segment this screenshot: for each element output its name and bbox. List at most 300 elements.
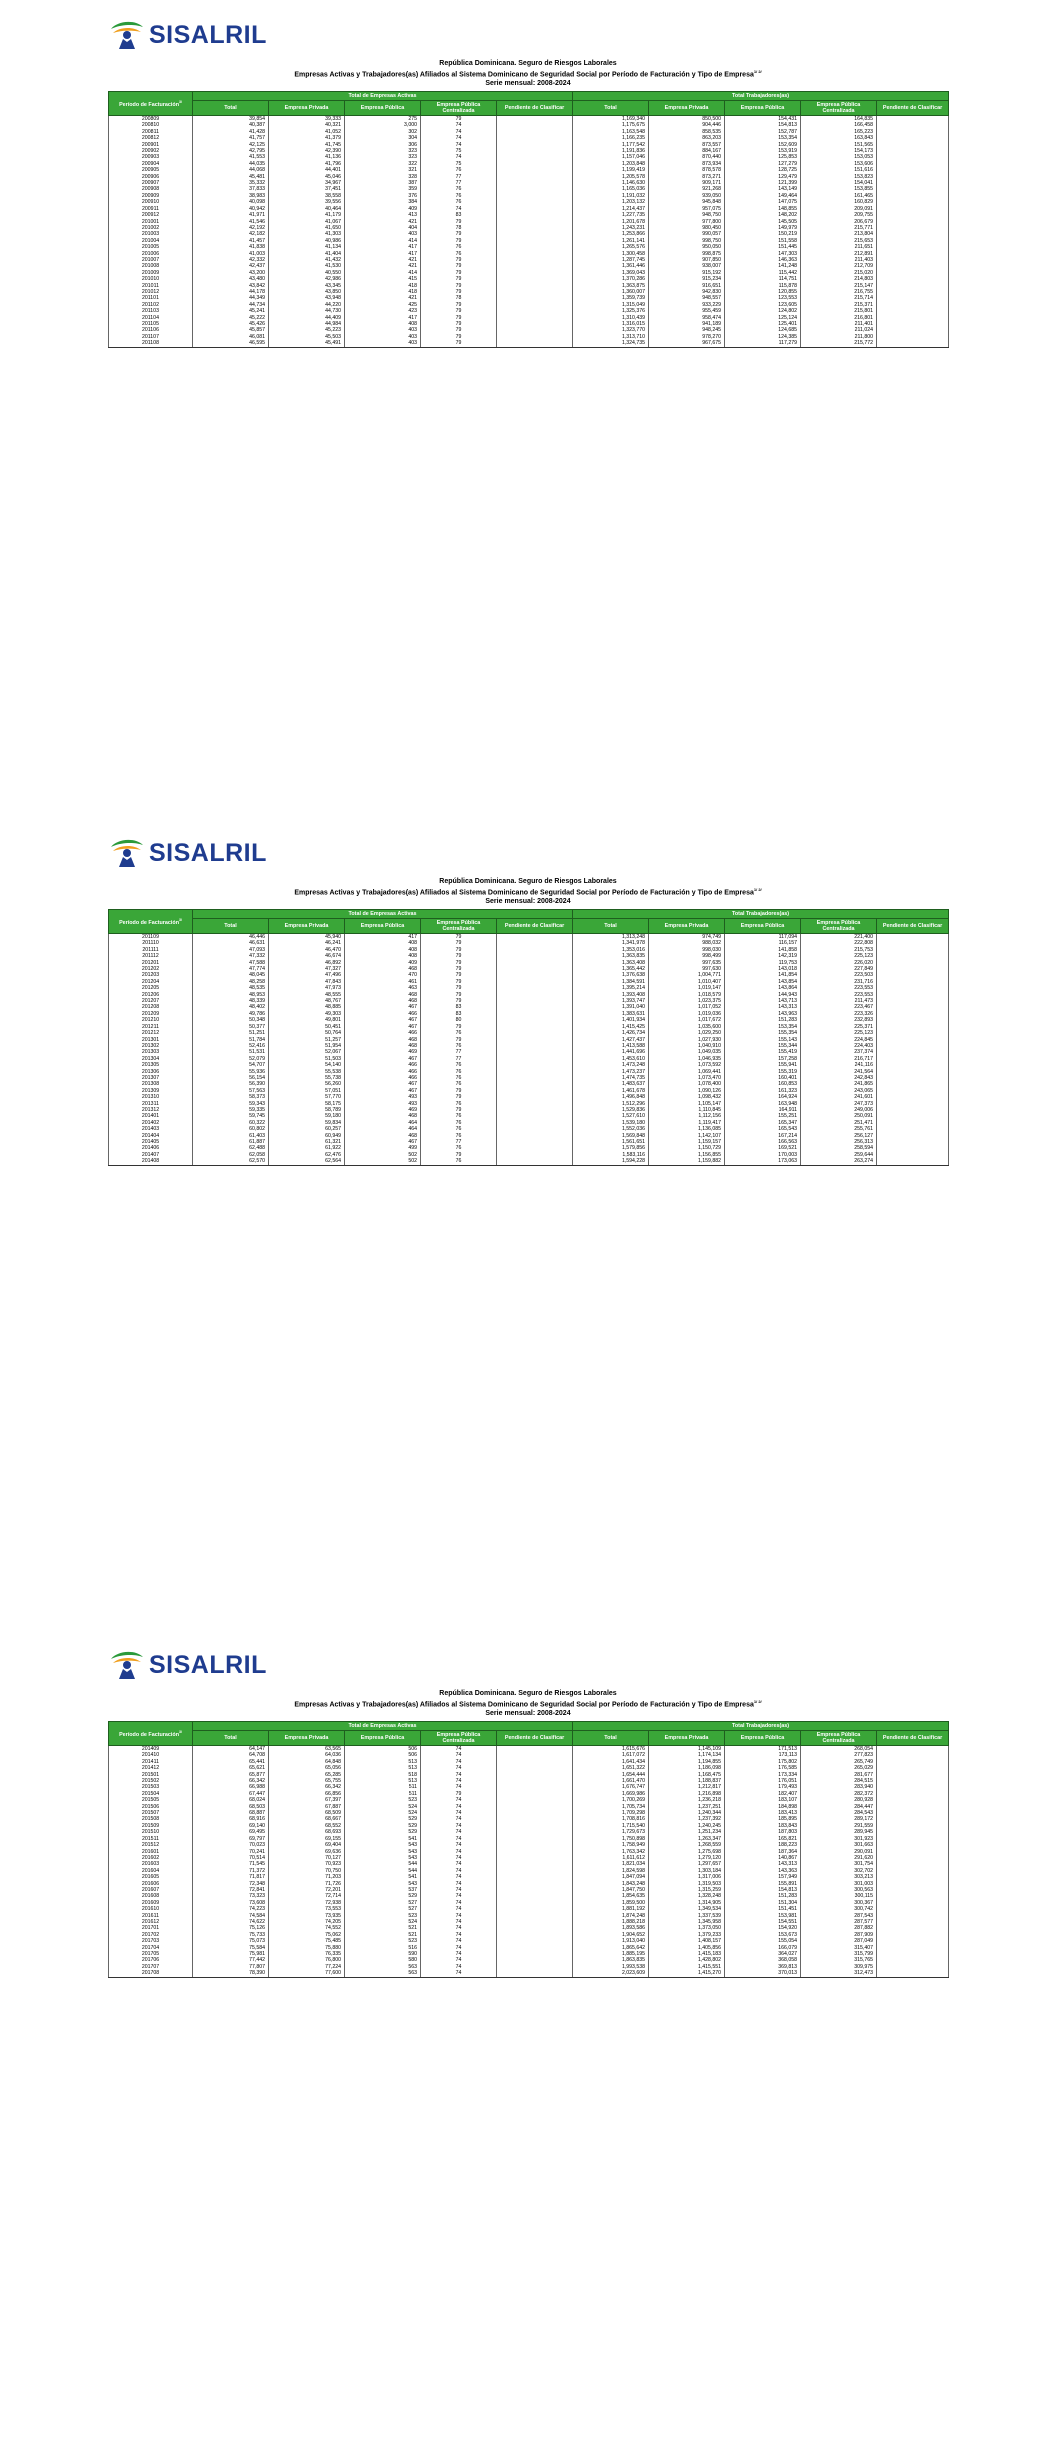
table-cell: 120,855 <box>725 289 801 295</box>
table-cell: 1,669,986 <box>573 1791 649 1797</box>
table-cell: 79 <box>421 998 497 1004</box>
table-cell: 1,461,678 <box>573 1088 649 1094</box>
table-cell: 1,027,930 <box>649 1037 725 1043</box>
table-cell: 50,348 <box>193 1017 269 1023</box>
col-header: Empresa Privada <box>269 1731 345 1746</box>
table-cell: 200909 <box>109 193 193 199</box>
table-cell: 151,451 <box>725 1906 801 1912</box>
table-cell: 41,546 <box>193 219 269 225</box>
table-cell: 77,224 <box>269 1964 345 1970</box>
table-cell: 76 <box>421 1069 497 1075</box>
table-cell: 1,169,340 <box>573 116 649 123</box>
table-cell: 59,834 <box>269 1120 345 1126</box>
table-cell: 170,003 <box>725 1152 801 1158</box>
table-cell: 414 <box>345 270 421 276</box>
table-cell: 74 <box>421 1925 497 1931</box>
table-cell: 212,891 <box>801 251 877 257</box>
table-cell: 154,813 <box>725 1887 801 1893</box>
table-cell: 1,428,802 <box>649 1957 725 1963</box>
table-cell: 1,384,591 <box>573 979 649 985</box>
table-cell: 200902 <box>109 148 193 154</box>
table-cell: 201009 <box>109 270 193 276</box>
table-row <box>109 1158 949 1165</box>
table-cell: 76 <box>421 1120 497 1126</box>
table-cell: 1,415,183 <box>649 1951 725 1957</box>
table-cell: 45,426 <box>193 321 269 327</box>
table-cell: 56,260 <box>269 1081 345 1087</box>
table-cell: 188,223 <box>725 1842 801 1848</box>
table-cell: 42,795 <box>193 148 269 154</box>
table-cell: 44,349 <box>193 295 269 301</box>
table-cell: 56,154 <box>193 1075 269 1081</box>
brand-logo <box>109 18 267 52</box>
table-cell: 201002 <box>109 225 193 231</box>
table-cell: 990,057 <box>649 231 725 237</box>
table-cell: 1,142,107 <box>649 1133 725 1139</box>
table-cell: 41,136 <box>269 154 345 160</box>
table-cell: 187,803 <box>725 1829 801 1835</box>
group-header-empresas: Total de Empresas Activas <box>193 92 573 101</box>
table-cell: 201503 <box>109 1784 193 1790</box>
table-cell: 43,850 <box>269 289 345 295</box>
table-cell: 1,324,735 <box>573 340 649 347</box>
table-cell: 213,804 <box>801 231 877 237</box>
table-cell: 873,934 <box>649 161 725 167</box>
table-cell: 201409 <box>109 1746 193 1753</box>
table-cell: 909,171 <box>649 180 725 186</box>
table-cell: 997,635 <box>649 960 725 966</box>
table-cell: 51,531 <box>193 1049 269 1055</box>
table-cell: 65,441 <box>193 1759 269 1765</box>
table-cell: 201111 <box>109 947 193 953</box>
table-cell: 144,943 <box>725 992 801 998</box>
brand-logo <box>109 1648 267 1682</box>
table-cell: 511 <box>345 1791 421 1797</box>
table-cell: 141,854 <box>725 972 801 978</box>
table-cell: 74 <box>421 1816 497 1822</box>
table-cell: 300,367 <box>801 1900 877 1906</box>
table-cell: 79 <box>421 960 497 966</box>
table-cell: 68,667 <box>269 1816 345 1822</box>
table-cell: 201208 <box>109 1004 193 1010</box>
table-cell: 60,257 <box>269 1126 345 1132</box>
table-cell: 1,661,470 <box>573 1778 649 1784</box>
table-cell: 1,317,006 <box>649 1874 725 1880</box>
table-cell: 201707 <box>109 1964 193 1970</box>
table-cell: 41,650 <box>269 225 345 231</box>
table-cell: 39,854 <box>193 116 269 123</box>
table-cell: 41,404 <box>269 251 345 257</box>
table-cell: 56,390 <box>193 1081 269 1087</box>
table-cell: 151,558 <box>725 238 801 244</box>
table-cell: 79 <box>421 321 497 327</box>
table-cell: 150,219 <box>725 231 801 237</box>
table-cell: 200812 <box>109 135 193 141</box>
table-cell: 127,279 <box>725 161 801 167</box>
table-cell: 201302 <box>109 1043 193 1049</box>
table-cell: 201509 <box>109 1823 193 1829</box>
table-cell: 527 <box>345 1906 421 1912</box>
table-row <box>109 1970 949 1977</box>
table-cell: 223,467 <box>801 1004 877 1010</box>
table-cell: 79 <box>421 238 497 244</box>
table-cell: 57,051 <box>269 1088 345 1094</box>
table-cell: 164,835 <box>801 116 877 123</box>
table-cell: 151,283 <box>725 1893 801 1899</box>
table-cell: 45,491 <box>269 340 345 347</box>
table-cell: 284,515 <box>801 1778 877 1784</box>
table-cell: 42,332 <box>193 257 269 263</box>
table-cell: 291,559 <box>801 1823 877 1829</box>
table-cell: 1,029,250 <box>649 1030 725 1036</box>
table-cell: 44,401 <box>269 167 345 173</box>
table-cell: 76 <box>421 1158 497 1165</box>
table-cell: 1,166,235 <box>573 135 649 141</box>
table-cell: 1,496,848 <box>573 1094 649 1100</box>
table-cell: 160,853 <box>725 1081 801 1087</box>
table-cell: 215,653 <box>801 238 877 244</box>
table-cell: 77,600 <box>269 1970 345 1977</box>
col-header: Empresa Pública Centralizada <box>421 919 497 934</box>
table-cell <box>877 1970 949 1977</box>
report-titles <box>108 1690 948 1718</box>
table-cell: 201201 <box>109 960 193 966</box>
table-cell: 151,616 <box>801 167 877 173</box>
table-cell: 37,833 <box>193 186 269 192</box>
table-cell: 54,140 <box>269 1062 345 1068</box>
table-cell: 301,003 <box>801 1881 877 1887</box>
table-cell: 59,335 <box>193 1107 269 1113</box>
table-cell: 309,975 <box>801 1964 877 1970</box>
table-cell: 74 <box>421 1836 497 1842</box>
table-cell: 524 <box>345 1810 421 1816</box>
table-cell: 904,446 <box>649 122 725 128</box>
table-cell: 1,163,548 <box>573 129 649 135</box>
table-cell: 201202 <box>109 966 193 972</box>
table-cell: 60,949 <box>269 1133 345 1139</box>
group-header-empresas: Total de Empresas Activas <box>193 910 573 919</box>
table-cell: 79 <box>421 947 497 953</box>
table-cell: 74 <box>421 1970 497 1977</box>
table-cell: 201501 <box>109 1772 193 1778</box>
table-cell: 403 <box>345 231 421 237</box>
table-cell: 77 <box>421 180 497 186</box>
table-cell: 63,565 <box>269 1746 345 1753</box>
table-cell <box>877 934 949 941</box>
table-cell: 1,391,040 <box>573 1004 649 1010</box>
table-cell: 403 <box>345 340 421 347</box>
sisalril-logo-icon <box>109 1649 145 1681</box>
table-cell: 48,535 <box>193 985 269 991</box>
table-cell: 79 <box>421 308 497 314</box>
table-cell: 74 <box>421 1784 497 1790</box>
table-cell: 73,323 <box>193 1893 269 1899</box>
table-cell: 201502 <box>109 1778 193 1784</box>
table-cell: 241,865 <box>801 1081 877 1087</box>
table-cell: 67,887 <box>269 1804 345 1810</box>
table-cell: 1,552,036 <box>573 1126 649 1132</box>
table-cell: 79 <box>421 289 497 295</box>
table-cell: 1,112,156 <box>649 1113 725 1119</box>
table-cell: 1,203,132 <box>573 199 649 205</box>
table-cell: 201606 <box>109 1881 193 1887</box>
table-cell: 1,194,855 <box>649 1759 725 1765</box>
table-cell: 948,750 <box>649 212 725 218</box>
table-cell: 1,119,417 <box>649 1120 725 1126</box>
table-cell: 223,503 <box>801 972 877 978</box>
table-cell: 74,205 <box>269 1919 345 1925</box>
table-cell: 71,817 <box>193 1874 269 1880</box>
table-cell: 201207 <box>109 998 193 1004</box>
table-cell: 513 <box>345 1778 421 1784</box>
table-cell: 40,321 <box>269 122 345 128</box>
table-cell: 1,297,657 <box>649 1861 725 1867</box>
data-table <box>108 1721 949 1978</box>
table-cell: 55,936 <box>193 1069 269 1075</box>
table-cell: 47,093 <box>193 947 269 953</box>
table-cell: 414 <box>345 238 421 244</box>
table-cell: 61,403 <box>193 1133 269 1139</box>
table-cell: 76 <box>421 244 497 250</box>
table-cell: 155,419 <box>725 1049 801 1055</box>
table-cell: 1,265,576 <box>573 244 649 250</box>
table-cell: 1,328,248 <box>649 1893 725 1899</box>
table-cell: 1,401,934 <box>573 1017 649 1023</box>
table-cell: 41,179 <box>269 212 345 218</box>
col-header: Pendiente de Clasificar <box>497 101 573 116</box>
table-cell: 76 <box>421 1075 497 1081</box>
table-cell: 506 <box>345 1746 421 1753</box>
table-cell: 516 <box>345 1945 421 1951</box>
table-cell: 201102 <box>109 302 193 308</box>
table-cell: 153,919 <box>725 148 801 154</box>
table-cell: 513 <box>345 1759 421 1765</box>
table-cell: 164,924 <box>725 1094 801 1100</box>
report-title-line2 <box>108 68 948 80</box>
table-cell: 79 <box>421 315 497 321</box>
table-cell: 415 <box>345 276 421 282</box>
table-cell: 147,075 <box>725 199 801 205</box>
table-cell: 212,709 <box>801 263 877 269</box>
table-cell: 243,065 <box>801 1088 877 1094</box>
table-cell: 74 <box>421 1919 497 1925</box>
table-cell: 74 <box>421 1778 497 1784</box>
table-cell: 46,674 <box>269 953 345 959</box>
table-cell: 201708 <box>109 1970 193 1977</box>
col-header: Total <box>193 919 269 934</box>
table-cell: 76 <box>421 167 497 173</box>
table-cell: 45,241 <box>193 308 269 314</box>
table-cell: 77 <box>421 174 497 180</box>
table-cell: 1,373,050 <box>649 1925 725 1931</box>
table-cell: 69,404 <box>269 1842 345 1848</box>
table-cell: 146,363 <box>725 257 801 263</box>
table-cell: 1,415,425 <box>573 1024 649 1030</box>
table-cell: 77,807 <box>193 1964 269 1970</box>
table-cell: 34,967 <box>269 180 345 186</box>
table-cell: 1,529,836 <box>573 1107 649 1113</box>
table-cell: 1,040,910 <box>649 1043 725 1049</box>
table-cell: 45,222 <box>193 315 269 321</box>
table-cell: 76 <box>421 1126 497 1132</box>
table-cell: 201407 <box>109 1152 193 1158</box>
table-cell: 364,027 <box>725 1951 801 1957</box>
table-cell: 38,558 <box>269 193 345 199</box>
table-cell: 77 <box>421 1056 497 1062</box>
table-cell: 41,134 <box>269 244 345 250</box>
table-cell: 176,585 <box>725 1765 801 1771</box>
table-cell: 1,268,559 <box>649 1842 725 1848</box>
table-cell: 873,557 <box>649 142 725 148</box>
table-cell: 73,553 <box>269 1906 345 1912</box>
table-cell: 541 <box>345 1836 421 1842</box>
table-cell: 155,143 <box>725 1037 801 1043</box>
table-cell: 1,561,651 <box>573 1139 649 1145</box>
table-cell: 223,326 <box>801 1011 877 1017</box>
table-cell: 1,227,735 <box>573 212 649 218</box>
table-cell: 523 <box>345 1797 421 1803</box>
table-cell: 211,800 <box>801 334 877 340</box>
table-cell: 76 <box>421 1081 497 1087</box>
table-cell: 464 <box>345 1120 421 1126</box>
table-cell: 143,149 <box>725 186 801 192</box>
table-cell: 997,630 <box>649 966 725 972</box>
table-cell: 1,175,675 <box>573 122 649 128</box>
table-cell: 200810 <box>109 122 193 128</box>
group-header-empresas: Total de Empresas Activas <box>193 1722 573 1731</box>
table-cell: 1,395,214 <box>573 985 649 991</box>
table-cell: 68,693 <box>269 1829 345 1835</box>
table-cell: 201605 <box>109 1874 193 1880</box>
table-cell: 62,058 <box>193 1152 269 1158</box>
table-cell: 201210 <box>109 1017 193 1023</box>
table-cell: 72,348 <box>193 1881 269 1887</box>
table-cell: 183,413 <box>725 1810 801 1816</box>
table-cell: 148,855 <box>725 206 801 212</box>
table-cell: 466 <box>345 1011 421 1017</box>
table-cell: 201010 <box>109 276 193 282</box>
table-cell: 967,675 <box>649 340 725 347</box>
table-cell: 201203 <box>109 972 193 978</box>
table-cell: 47,332 <box>193 953 269 959</box>
table-cell: 1,370,286 <box>573 276 649 282</box>
table-cell: 466 <box>345 1069 421 1075</box>
table-cell: 74 <box>421 1893 497 1899</box>
table-cell: 44,734 <box>193 302 269 308</box>
table-cell: 493 <box>345 1101 421 1107</box>
col-header: Total <box>573 101 649 116</box>
table-cell: 79 <box>421 992 497 998</box>
table-cell: 79 <box>421 1094 497 1100</box>
table-cell: 143,363 <box>725 1868 801 1874</box>
table-cell: 45,223 <box>269 327 345 333</box>
table-cell: 46,470 <box>269 947 345 953</box>
table-cell: 1,615,676 <box>573 1746 649 1753</box>
table-cell: 201008 <box>109 263 193 269</box>
table-cell: 74 <box>421 1829 497 1835</box>
table-cell: 201206 <box>109 992 193 998</box>
table-cell: 119,753 <box>725 960 801 966</box>
table-cell: 79 <box>421 972 497 978</box>
table-cell: 50,451 <box>269 1024 345 1030</box>
table-cell: 1,345,958 <box>649 1919 725 1925</box>
table-cell: 123,605 <box>725 302 801 308</box>
table-cell: 201001 <box>109 219 193 225</box>
table-cell: 1,415,270 <box>649 1970 725 1977</box>
table-cell: 998,750 <box>649 238 725 244</box>
table-cell: 468 <box>345 1043 421 1049</box>
table-cell: 60,802 <box>193 1126 269 1132</box>
table-cell: 945,848 <box>649 199 725 205</box>
table-cell: 265,029 <box>801 1765 877 1771</box>
table-cell: 145,505 <box>725 219 801 225</box>
table-cell: 73,935 <box>269 1913 345 1919</box>
table-cell: 1,654,444 <box>573 1772 649 1778</box>
table-cell: 201304 <box>109 1056 193 1062</box>
table-cell: 1,843,248 <box>573 1881 649 1887</box>
table-cell: 417 <box>345 934 421 941</box>
table-cell: 467 <box>345 1017 421 1023</box>
table-cell: 125,401 <box>725 321 801 327</box>
table-cell: 1,360,007 <box>573 289 649 295</box>
table-cell: 201604 <box>109 1868 193 1874</box>
col-header: Empresa Privada <box>649 101 725 116</box>
table-cell: 200907 <box>109 180 193 186</box>
table-cell: 46,081 <box>193 334 269 340</box>
table-cell: 40,550 <box>269 270 345 276</box>
table-cell: 1,405,856 <box>649 1945 725 1951</box>
table-cell: 75,880 <box>269 1945 345 1951</box>
table-cell: 74 <box>421 142 497 148</box>
table-cell: 42,182 <box>193 231 269 237</box>
table-cell: 529 <box>345 1893 421 1899</box>
table-cell: 200908 <box>109 186 193 192</box>
table-cell: 41,052 <box>269 129 345 135</box>
table-cell: 157,258 <box>725 1056 801 1062</box>
table-cell: 201511 <box>109 1836 193 1842</box>
table-cell: 225,371 <box>801 1024 877 1030</box>
table-cell: 1,017,672 <box>649 1017 725 1023</box>
table-cell: 224,845 <box>801 1037 877 1043</box>
table-cell: 64,848 <box>269 1759 345 1765</box>
table-cell: 201312 <box>109 1107 193 1113</box>
table-cell: 200811 <box>109 129 193 135</box>
table-cell: 42,125 <box>193 142 269 148</box>
table-cell: 40,387 <box>193 122 269 128</box>
report-title-line1: República Dominicana. Seguro de Riesgos Laborales <box>439 1690 617 1697</box>
table-cell: 200912 <box>109 212 193 218</box>
table-cell: 921,268 <box>649 186 725 192</box>
table-cell: 1,073,470 <box>649 1075 725 1081</box>
table-cell: 224,403 <box>801 1043 877 1049</box>
table-cell: 200901 <box>109 142 193 148</box>
table-cell: 529 <box>345 1823 421 1829</box>
table-cell: 1,191,836 <box>573 148 649 154</box>
table-cell: 184,898 <box>725 1804 801 1810</box>
col-header: Total <box>573 1731 649 1746</box>
table-cell: 72,841 <box>193 1887 269 1893</box>
table-cell: 974,749 <box>649 934 725 941</box>
table-cell: 1,863,835 <box>573 1957 649 1963</box>
table-cell: 152,609 <box>725 142 801 148</box>
table-cell: 74,552 <box>269 1925 345 1931</box>
table-cell: 1,611,612 <box>573 1855 649 1861</box>
table-cell: 79 <box>421 219 497 225</box>
table-cell: 58,373 <box>193 1094 269 1100</box>
table-cell: 66,342 <box>269 1784 345 1790</box>
table-cell: 74 <box>421 1765 497 1771</box>
table-cell: 74 <box>421 1810 497 1816</box>
